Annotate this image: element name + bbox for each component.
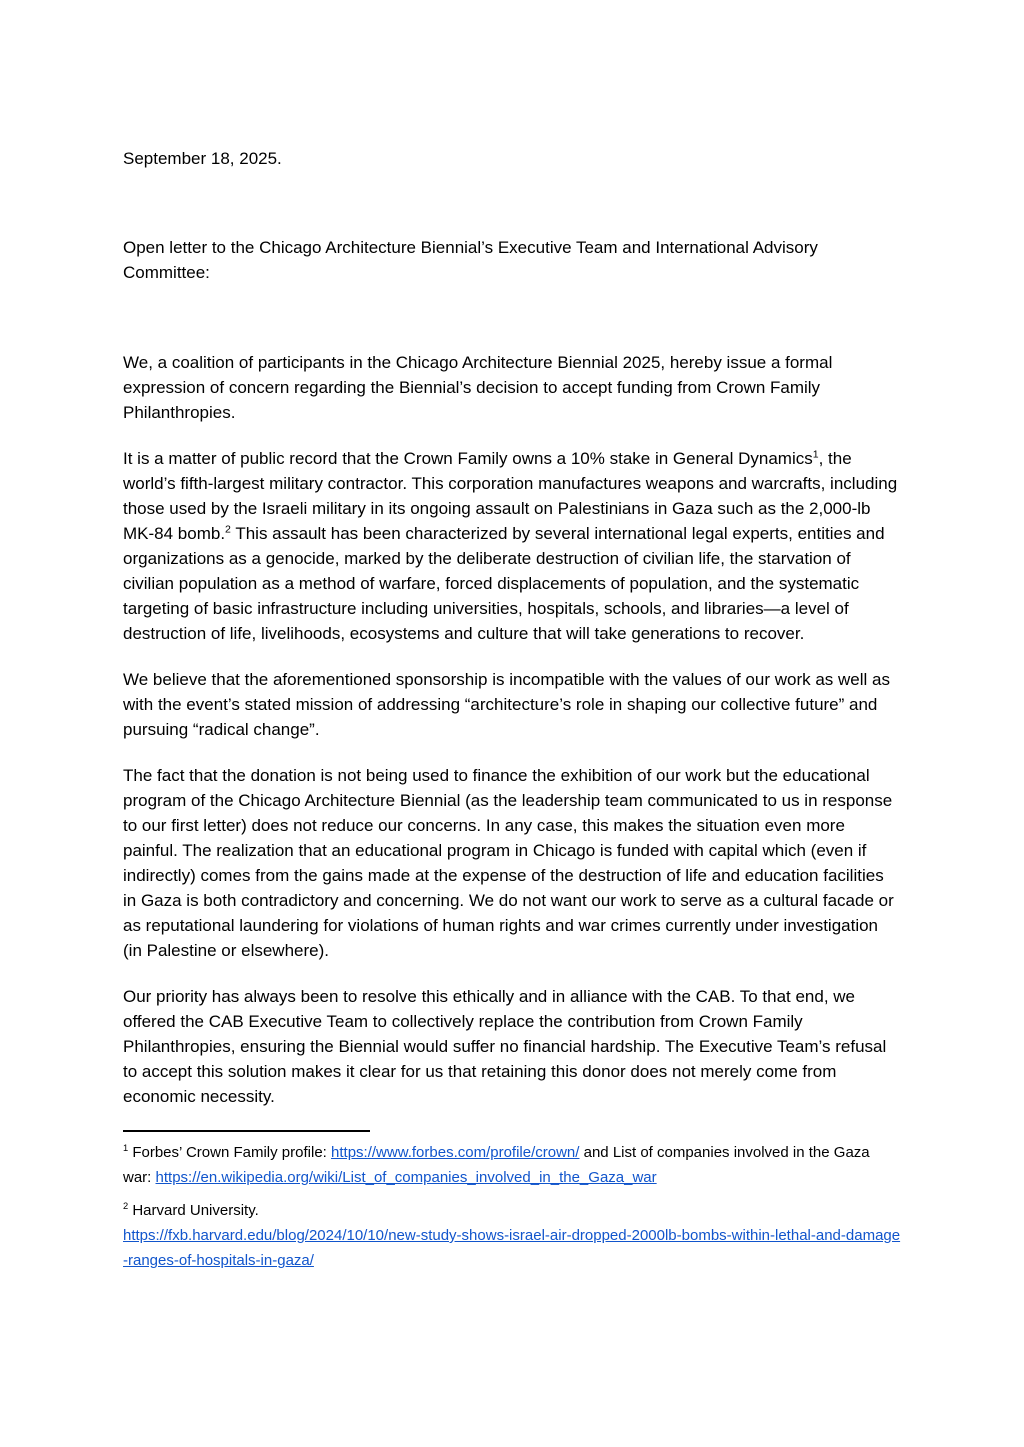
footnote-2-text: Harvard University.: [128, 1202, 259, 1219]
footnote-1-marker: 1: [123, 1143, 129, 1153]
footnote-1: [123, 1140, 901, 1190]
paragraph-priority-resolution: Our priority has always been to resolve this ethically and in alliance with the CAB. To that end, we offered the CAB Executive Team to collectively replace the contribution from Crown Family Philanthropies, ensuring the Biennial would suffer no financial hardship. The Executive Team’s refusal to accept this solution makes it clear for us that retaining this donor does not merely come from economic necessity.: [123, 987, 887, 1106]
paragraph-coalition-statement: We, a coalition of participants in the Chicago Architecture Biennial 2025, hereby issue a formal expression of concern regarding the Biennial’s decision to accept funding from Crown Family Philanthropies.: [123, 353, 833, 422]
footnote-separator: [123, 1130, 370, 1132]
wikipedia-gaza-companies-link[interactable]: https://en.wikipedia.org/wiki/List_of_companies_involved_in_the_Gaza_war: [155, 1169, 657, 1186]
paragraph-public-record: [123, 446, 901, 646]
paragraph-public-record-text-2: , the world’s fifth-largest military contractor. This corporation manufactures weapons and warcrafts, including those used by the Israeli military in its ongoing assault on Palestinians in Gaza such as the 2,000-lb MK-84 bomb.: [123, 449, 898, 543]
paragraph-public-record-text-1: It is a matter of public record that the Crown Family owns a 10% stake in General Dynamics: [123, 449, 813, 468]
footnote-ref-1: 1: [812, 448, 819, 461]
footnote-ref-2: 2: [225, 523, 231, 536]
footnote-2: [123, 1198, 901, 1273]
letter-salutation: Open letter to the Chicago Architecture Biennial’s Executive Team and International Advisory Committee:: [123, 238, 818, 282]
footnote-2-marker: 2: [123, 1201, 129, 1211]
harvard-fxb-study-link[interactable]: https://fxb.harvard.edu/blog/2024/10/10/new-study-shows-israel-air-dropped-2000lb-bombs-within-lethal-and-damage-ranges-of-hospitals-in-gaza/: [123, 1227, 901, 1269]
paragraph-donation-educational-program: The fact that the donation is not being used to finance the exhibition of our work but the educational program of the Chicago Architecture Biennial (as the leadership team communicated to us in response to our first letter) does not reduce our concerns. In any case, this makes the situation even more painful. The realization that an educational program in Chicago is funded with capital which (even if indirectly) comes from the gains made at the expense of the destruction of life and education facilities in Gaza is both contradictory and concerning. We do not want our work to serve as a cultural facade or as reputational laundering for violations of human rights and war crimes currently under investigation (in Palestine or elsewhere).: [123, 766, 894, 960]
paragraph-sponsorship-incompatible: We believe that the aforementioned sponsorship is incompatible with the values of our work as well as with the event’s stated mission of addressing “architecture’s role in shaping our collective future” and pursuing “radical change”.: [123, 670, 890, 739]
paragraph-public-record-text-3: This assault has been characterized by several international legal experts, entities and organizations as a genocide, marked by the deliberate destruction of civilian life, the starvation of civilian population as a method of warfare, forced displacements of population, and the systematic targeting of basic infrastructure including universities, hospitals, schools, and libraries—a level of destruction of life, livelihoods, ecosystems and culture that will take generations to recover.: [123, 524, 885, 643]
letter-date: September 18, 2025.: [123, 149, 282, 168]
footnote-1-text: Forbes’ Crown Family profile:: [128, 1144, 332, 1161]
forbes-crown-profile-link[interactable]: https://www.forbes.com/profile/crown/: [331, 1144, 580, 1161]
footnotes-section: [123, 1130, 901, 1273]
footnote-1-text-2: and List of companies involved in the Gaza war:: [123, 1144, 870, 1186]
